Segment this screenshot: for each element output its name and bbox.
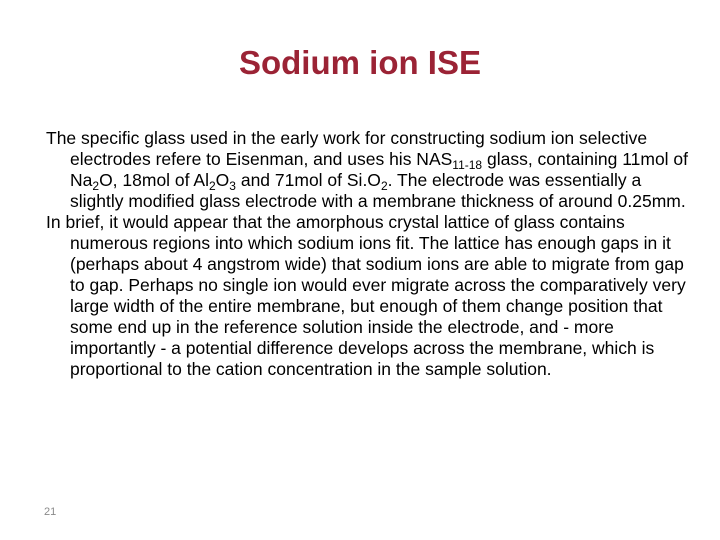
text-run: The specific glass used in the early work for constructing sodium ion selective electrodes refere to Eisenman, and uses his NAS [46,128,648,169]
paragraph-glass-composition [46,128,696,212]
slide-title: Sodium ion ISE [238,44,481,81]
subscript: 3 [229,179,236,193]
text-run: and 71mol of Si.O [235,170,381,190]
slide-body [46,128,696,380]
subscript: 11-18 [452,158,483,172]
text-run: O [215,170,230,190]
subscript: 2 [92,179,100,193]
text-run: O, 18mol of Al [99,170,209,190]
subscript: 2 [208,179,216,193]
paragraph-lattice-explanation: In brief, it would appear that the amorphous crystal lattice of glass contains numerous regions into which sodium ions fit. The lattice has enough gaps in it (perhaps about 4 angstrom wide) that sodium ions are able to migrate from gap to gap. Perhaps no single ion would ever migrate across the comparatively very large width of the entire membrane, but enough of them change position that some end up in the reference solution inside the electrode, and - more importantly - a potential difference develops across the membrane, which is proportional to the cation concentration in the sample solution. [46,212,686,379]
subscript: 2 [380,179,388,193]
text-run: . The electrode was essentially a slightly modified glass electrode with a membrane thickness of around 0.25mm. [70,170,686,211]
text-run: glass, containing 11mol of Na [70,149,689,190]
page-number: 21 [44,506,57,518]
